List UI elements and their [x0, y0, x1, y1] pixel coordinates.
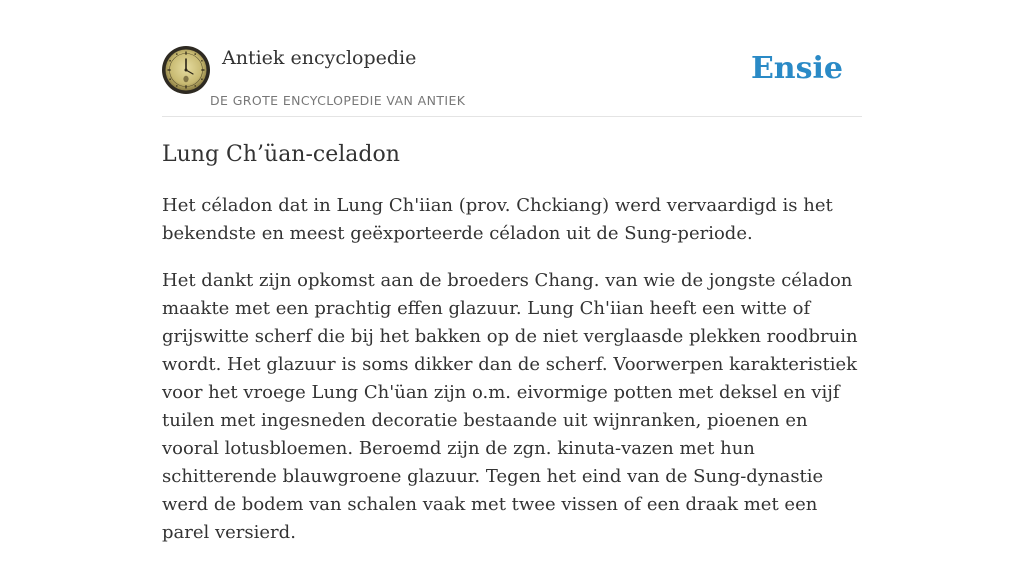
page-title: Lung Ch’üan-celadon [162, 142, 400, 167]
article-paragraph: Het céladon dat in Lung Ch'iian (prov. Chckiang) werd vervaardigd is het bekendste en meest geëxporteerde céladon uit de Sung-periode. [162, 195, 833, 244]
site-header [162, 0, 862, 117]
site-title[interactable]: Antiek encyclopedie [222, 47, 417, 69]
article-paragraph: Het dankt zijn opkomst aan de broeders Chang. van wie de jongste céladon maakte met een prachtig effen glazuur. Lung Ch'iian heeft een witte of grijswitte scherf die bij het bakken op de niet verglaasde plekken roodbruin wordt. Het glazuur is soms dikker dan de scherf. Voorwerpen karakteristiek voor het vroege Lung Ch'üan zijn o.m. eivormige potten met deksel en vijf tuilen met ingesneden decoratie bestaande uit wijnranken, pioenen en vooral lotusbloemen. Beroemd zijn de zgn. kinuta-vazen met hun schitterende blauwgroene glazuur. Tegen het eind van de Sung-dynastie werd de bodem van schalen vaak met twee vissen of een draak met een parel versierd. [162, 270, 858, 543]
ensie-logo-link[interactable]: Ensie [750, 51, 843, 86]
clock-face-icon[interactable] [162, 46, 210, 94]
site-subtitle: DE GROTE ENCYCLOPEDIE VAN ANTIEK [210, 93, 466, 108]
article-body [162, 192, 862, 566]
page [162, 0, 862, 543]
